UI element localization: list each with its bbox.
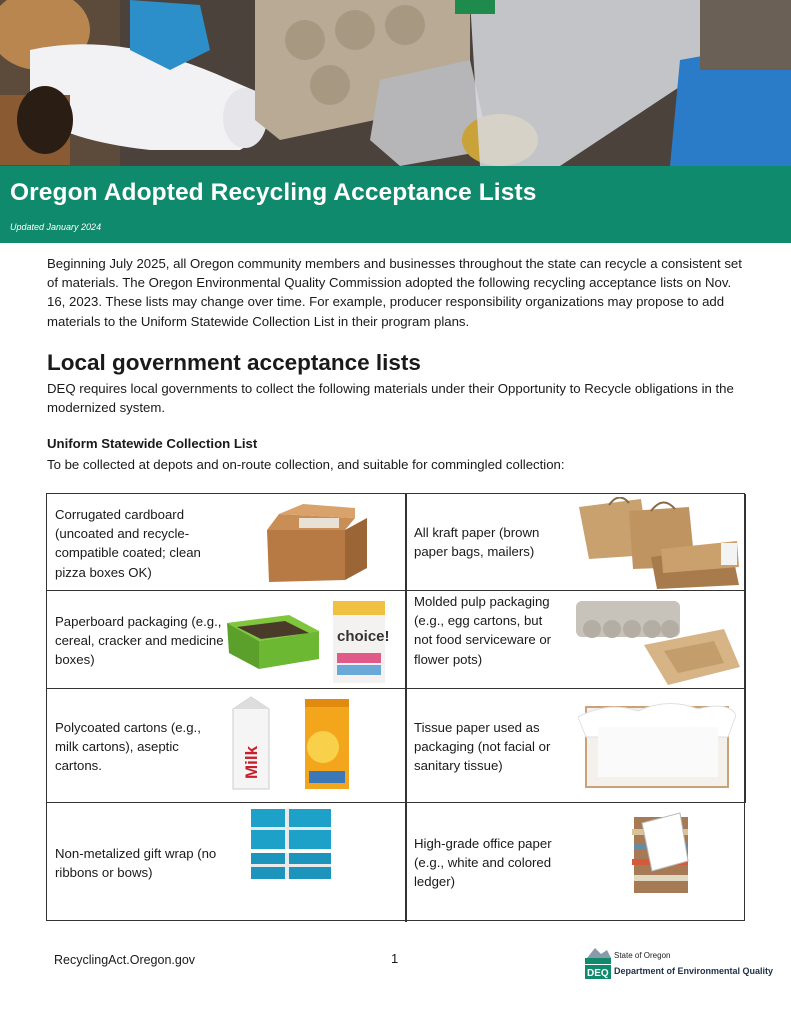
page-number: 1	[391, 951, 399, 966]
milk-carton-photo	[227, 695, 357, 795]
table-cell	[47, 591, 406, 689]
section-lead: DEQ requires local governments to collect the following materials under their Opportunity to Recycle obligations in the modernized system.	[47, 381, 734, 416]
materials-table	[46, 493, 745, 921]
material-label: All kraft paper (brown paper bags, mailers)	[414, 525, 540, 560]
list-note: To be collected at depots and on-route collection, and suitable for commingled collection:	[47, 457, 565, 472]
logo-department: Department of Environmental Quality	[614, 966, 774, 976]
footer-url[interactable]: RecyclingAct.Oregon.gov	[54, 953, 196, 967]
table-cell	[47, 803, 406, 922]
material-label: Non-metalized gift wrap (no ribbons or bows)	[55, 846, 217, 881]
intro-paragraph: Beginning July 2025, all Oregon community members and businesses throughout the state can recycle a consistent set of materials. The Oregon Environmental Quality Commission adopted the following recycling acceptance lists on Nov. 16, 2023. These lists may change over time. For example, producer responsibility organizations may propose to add materials to the Uniform Statewide Collection List in their program plans.	[47, 256, 742, 329]
column-divider	[406, 494, 407, 922]
table-cell	[406, 803, 746, 922]
section-heading: Local government acceptance lists	[47, 350, 421, 375]
milk-carton-text: Milk	[242, 745, 261, 779]
deq-logo	[585, 944, 785, 982]
material-label: Molded pulp packaging (e.g., egg cartons, but not food serviceware or flower pots)	[414, 594, 552, 667]
office-paper-photo	[628, 809, 694, 895]
table-cell	[47, 689, 406, 803]
material-label: Tissue paper used as packaging (not facial or sanitary tissue)	[414, 720, 551, 774]
deq-mark-icon	[585, 944, 613, 980]
title-band	[0, 166, 791, 243]
table-cell	[406, 689, 746, 803]
paperboard-box-photo	[223, 601, 393, 685]
table-cell	[406, 494, 746, 591]
material-label: Polycoated cartons (e.g., milk cartons), aseptic cartons.	[55, 720, 201, 774]
cardboard-box-photo	[255, 500, 370, 585]
tissue-box-photo	[578, 697, 736, 795]
material-label: Paperboard packaging (e.g., cereal, cracker and medicine boxes)	[55, 614, 224, 668]
updated-date: Updated January 2024	[10, 222, 102, 232]
material-label: High-grade office paper (e.g., white and colored ledger)	[414, 836, 552, 890]
hero-recyclables-photo	[0, 0, 791, 166]
egg-carton-photo	[574, 595, 742, 685]
list-subheading: Uniform Statewide Collection List	[47, 436, 258, 451]
table-cell	[406, 591, 746, 689]
logo-state: State of Oregon	[614, 951, 671, 960]
choice-box-text: choice!	[337, 628, 390, 645]
kraft-bags-photo	[571, 497, 741, 589]
deq-logo-text: DEQ	[587, 968, 609, 979]
table-cell	[47, 494, 406, 591]
material-label: Corrugated cardboard (uncoated and recycle-compatible coated; clean pizza boxes OK)	[55, 507, 201, 580]
gift-wrap-photo	[247, 807, 337, 881]
document-title: Oregon Adopted Recycling Acceptance Lists	[10, 179, 537, 206]
